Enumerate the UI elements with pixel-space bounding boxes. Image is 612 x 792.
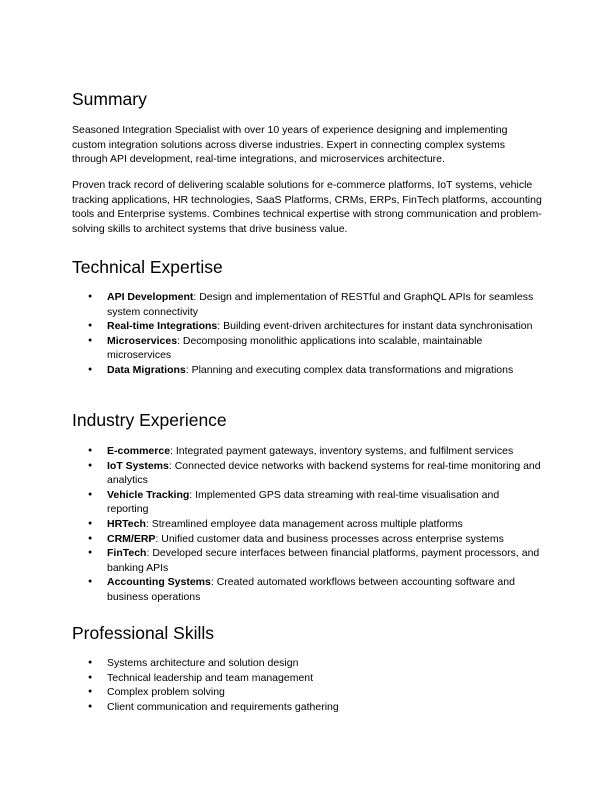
item-term: Vehicle Tracking — [107, 488, 190, 501]
list-item — [72, 444, 542, 459]
technical-expertise-heading: Technical Expertise — [72, 257, 223, 277]
professional-skills-heading: Professional Skills — [72, 623, 214, 643]
item-term: CRM/ERP — [107, 532, 156, 545]
item-term: E-commerce — [107, 445, 171, 457]
item-desc: : Connected device networks with backend systems for real-time monitoring and analytics — [107, 459, 541, 487]
item-desc: : Developed secure interfaces between financial platforms, payment processors, and banking APIs — [107, 547, 540, 574]
industry-experience-heading: Industry Experience — [72, 410, 227, 430]
item-term: Microservices — [107, 334, 178, 347]
item-term: API Development — [107, 291, 194, 303]
item-desc: : Integrated payment gateways, inventory systems, and fulfilment services — [170, 445, 514, 457]
summary-paragraph: Seasoned Integration Specialist with over 10 years of experience designing and implementing custom integration solutions across diverse industries. Expert in connecting complex systems through API development, real-time integrations, and microservices architecture. — [72, 124, 508, 166]
list-item: ● Complex problem solving — [72, 685, 542, 700]
item-term: Data Migrations — [107, 363, 186, 376]
item-term: FinTech — [107, 547, 147, 560]
list-item: ● Systems architecture and solution design — [72, 656, 542, 671]
list-item — [72, 459, 542, 488]
item-term: Accounting Systems — [107, 576, 211, 589]
list-item — [72, 363, 542, 378]
item-term: IoT Systems — [107, 459, 169, 472]
technical-expertise-list — [72, 290, 542, 378]
list-item — [72, 546, 542, 575]
item-desc: : Streamlined employee data management across multiple platforms — [145, 517, 463, 530]
list-item — [72, 319, 542, 334]
item-desc: : Decomposing monolithic applications into scalable, maintainable microservices — [107, 334, 483, 362]
summary-paragraph: Proven track record of delivering scalable solutions for e-commerce platforms, IoT systems, vehicle tracking applications, HR technologies, SaaS Platforms, CRMs, ERPs, FinTech platforms, accounting tools and Enterprise systems. Combines technical expertise with strong communication and problem-solving skills to architect systems that drive business value. — [72, 179, 542, 235]
item-desc: : Unified customer data and business processes across enterprise systems — [155, 532, 504, 545]
item-desc: : Design and implementation of RESTful and GraphQL APIs for seamless system connectivity — [107, 291, 534, 318]
list-item — [72, 575, 542, 604]
list-item: ● Client communication and requirements gathering — [72, 700, 542, 715]
list-item — [72, 290, 542, 319]
list-item — [72, 532, 542, 547]
industry-experience-list — [72, 444, 542, 605]
list-item — [72, 334, 542, 363]
list-item: ● Technical leadership and team management — [72, 671, 542, 686]
list-item — [72, 517, 542, 532]
professional-skills-list — [72, 656, 542, 714]
item-desc: : Implemented GPS data streaming with real-time visualisation and reporting — [107, 488, 500, 516]
item-desc: : Planning and executing complex data transformations and migrations — [185, 363, 514, 376]
item-desc: : Created automated workflows between accounting software and business operations — [107, 576, 515, 603]
item-term: HRTech — [107, 517, 146, 530]
item-term: Real-time Integrations — [107, 320, 218, 333]
item-desc: : Building event-driven architectures for instant data synchronisation — [217, 320, 533, 333]
summary-heading: Summary — [72, 89, 147, 109]
list-item — [72, 488, 542, 517]
